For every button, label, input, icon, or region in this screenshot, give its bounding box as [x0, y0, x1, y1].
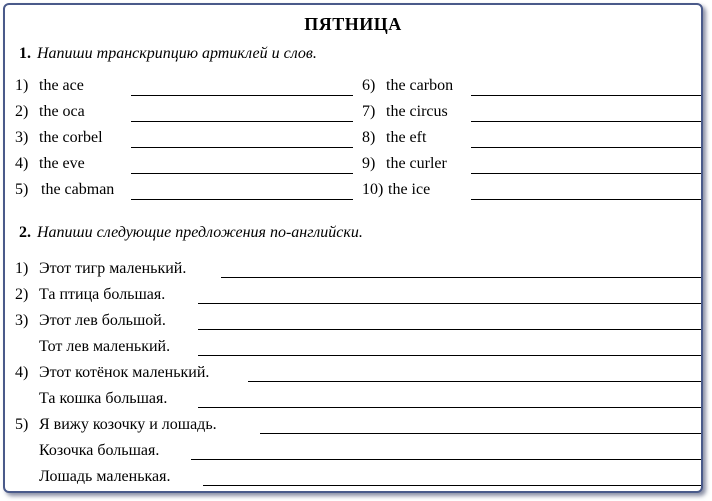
answer-line-6[interactable] — [471, 95, 701, 96]
task2-number: 2. — [19, 224, 31, 241]
task1-header — [19, 45, 317, 63]
task2-item-4b: Та кошка большая. — [39, 390, 168, 407]
answer-line-7[interactable] — [471, 121, 701, 122]
task2-item-1: 1) Этот тигр маленький. — [15, 260, 187, 277]
task2-item-5: 5) Я вижу козочку и лошадь. — [15, 416, 217, 433]
task2-item-5b: Козочка большая. — [39, 442, 160, 459]
worksheet-frame — [3, 3, 703, 493]
answer-line-8[interactable] — [471, 147, 701, 148]
task1-item-10: 10) the ice — [362, 181, 431, 198]
task1-item-7: 7) the circus — [362, 103, 448, 120]
task2-item-2: 2) Та птица большая. — [15, 286, 166, 303]
translation-line-6[interactable] — [198, 407, 701, 408]
task1-item-9: 9) the curler — [362, 155, 447, 172]
task1-item-1: 1) the ace — [15, 77, 84, 94]
task1-item-5: 5) the cabman — [15, 181, 115, 198]
translation-line-5[interactable] — [248, 381, 701, 382]
answer-line-1[interactable] — [131, 95, 353, 96]
task1-item-8: 8) the eft — [362, 129, 427, 146]
answer-line-9[interactable] — [471, 173, 701, 174]
translation-line-9[interactable] — [203, 485, 701, 486]
task1-number: 1. — [19, 45, 31, 62]
answer-line-2[interactable] — [131, 121, 353, 122]
translation-line-3[interactable] — [198, 329, 701, 330]
translation-line-2[interactable] — [198, 303, 701, 304]
task1-instruction: Напиши транскрипцию артиклей и слов. — [37, 45, 317, 62]
task1-item-2: 2) the oca — [15, 103, 85, 120]
task2-item-4: 4) Этот котёнок маленький. — [15, 364, 210, 381]
translation-line-8[interactable] — [191, 459, 701, 460]
task1-item-4: 4) the eve — [15, 155, 85, 172]
answer-line-5[interactable] — [131, 199, 353, 200]
answer-line-10[interactable] — [471, 199, 701, 200]
task1-item-3: 3) the corbel — [15, 129, 103, 146]
task1-item-6: 6) the carbon — [362, 77, 454, 94]
translation-line-1[interactable] — [221, 277, 701, 278]
task2-header — [19, 224, 363, 242]
page-title: ПЯТНИЦА — [304, 14, 402, 34]
task2-item-3b: Тот лев маленький. — [39, 338, 171, 355]
task2-item-3: 3) Этот лев большой. — [15, 312, 166, 329]
task2-item-5c: Лошадь маленькая. — [39, 468, 171, 485]
translation-line-7[interactable] — [260, 433, 701, 434]
answer-line-4[interactable] — [131, 173, 353, 174]
task2-instruction: Напиши следующие предложения по-английски. — [37, 224, 363, 241]
translation-line-4[interactable] — [198, 355, 701, 356]
answer-line-3[interactable] — [131, 147, 353, 148]
